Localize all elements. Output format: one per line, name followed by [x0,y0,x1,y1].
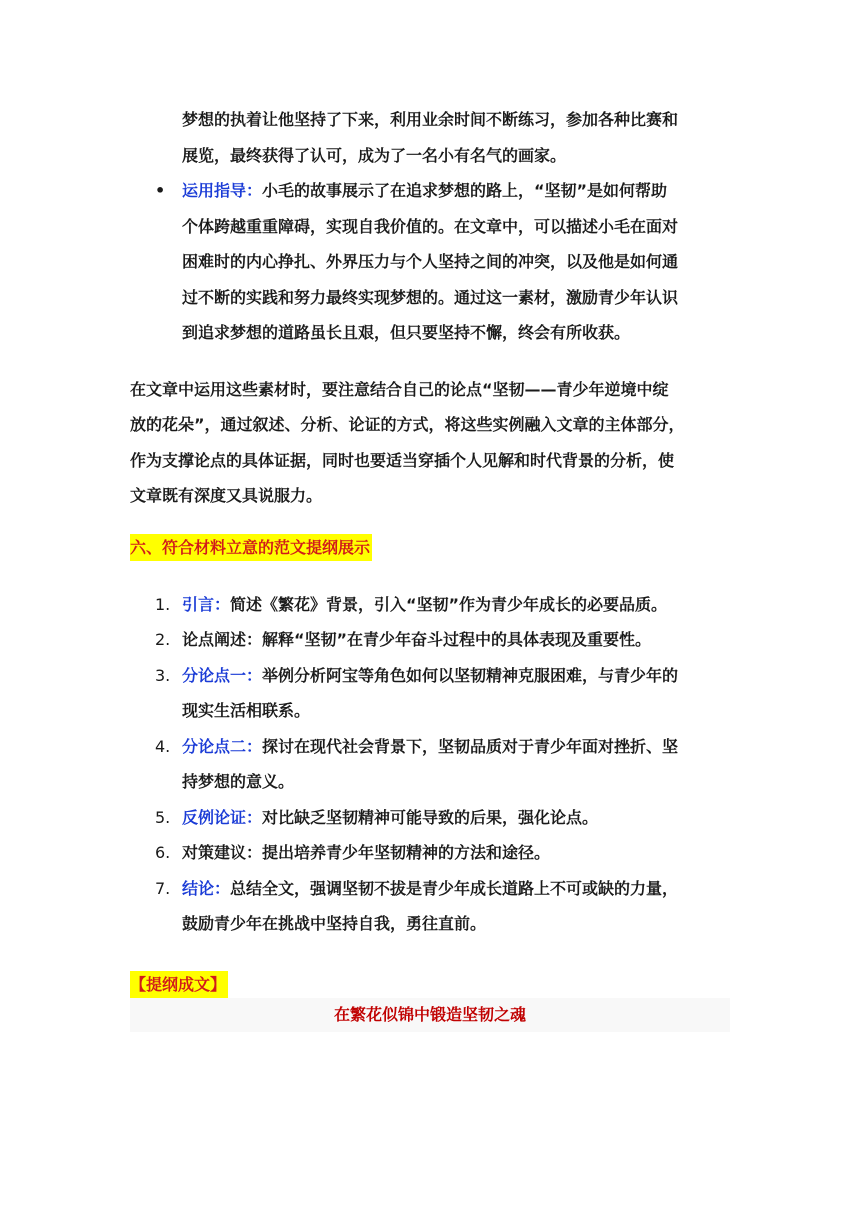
section-title: 六、符合材料立意的范文提纲展示 [130,534,372,561]
text-line: 小毛的故事展示了在追求梦想的路上，“坚韧”是如何帮助 [262,181,668,200]
outline-number: 4. [155,736,171,756]
guidance-line-1 [182,173,730,209]
text-line: 困难时的内心挣扎、外界压力与个人坚持之间的冲突，以及他是如何通 [182,252,679,271]
text-line: 现实生活相联系。 [182,701,311,720]
outline-number: 1. [155,594,171,614]
outline-item [155,835,730,871]
essay-tag: 【提纲成文】 [130,971,228,998]
outline-label: 反例论证： [182,807,263,827]
guidance-bullet [155,173,730,351]
text-line: 展览，最终获得了认可，成为了一名小有名气的画家。 [182,145,567,165]
text-line: 对比缺乏坚韧精神可能导致的后果，强化论点。 [262,807,599,827]
text-line: 鼓励青少年在挑战中坚持自我，勇往直前。 [182,914,487,933]
outline-number: 5. [155,807,171,827]
text-line: 梦想的执着让他坚持了下来，利用业余时间不断练习，参加各种比赛和 [182,110,679,129]
outline-label: 引言： [182,594,231,614]
bullet-dot-icon: • [155,181,166,200]
text-line: 放的花朵”，通过叙述、分析、论证的方式，将这些实例融入文章的主体部分， [130,415,685,434]
text-line: 到追求梦想的道路虽长且艰，但只要坚持不懈，终会有所收获。 [182,323,631,342]
outline-label: 论点阐述： [182,630,263,649]
text-line: 探讨在现代社会背景下，坚韧品质对于青少年面对挫折、坚 [262,736,679,756]
text-line: 举例分析阿宝等角色如何以坚韧精神克服困难，与青少年的 [262,665,679,685]
outline-number: 2. [155,630,171,649]
text-line: 解释“坚韧”在青少年奋斗过程中的具体表现及重要性。 [262,630,652,649]
outline-label: 结论： [182,878,231,898]
outline-item [155,800,730,836]
outline-label: 对策建议： [182,843,263,862]
outline-item [155,658,730,729]
outline-number: 3. [155,665,171,685]
outline-number: 6. [155,843,171,862]
outline-label: 分论点二： [182,736,263,756]
text-line: 总结全文，强调坚韧不拔是青少年成长道路上不可或缺的力量， [230,878,679,898]
usage-paragraph [130,372,730,514]
outline-item [155,622,730,658]
outline-item [155,871,730,942]
text-line: 作为支撑论点的具体证据，同时也要适当穿插个人见解和时代背景的分析，使 [130,450,675,470]
outline-number: 7. [155,878,171,898]
guidance-label: 运用指导： [182,181,263,200]
outline-item [155,587,730,623]
text-line: 个体跨越重重障碍，实现自我价值的。在文章中，可以描述小毛在面对 [182,216,679,236]
document-page [130,102,730,1032]
essay-title: 在繁花似锦中锻造坚韧之魂 [130,998,730,1032]
intro-continuation [182,102,730,173]
text-line: 在文章中运用这些素材时，要注意结合自己的论点“坚韧——青少年逆境中绽 [130,379,669,399]
text-line: 文章既有深度又具说服力。 [130,486,323,505]
text-line: 过不断的实践和努力最终实现梦想的。通过这一素材，激励青少年认识 [182,287,679,307]
outline-item [155,729,730,800]
outline-label: 分论点一： [182,665,263,685]
text-line: 持梦想的意义。 [182,772,295,791]
text-line: 提出培养青少年坚韧精神的方法和途径。 [262,843,551,862]
outline-list [130,587,730,942]
text-line: 简述《繁花》背景，引入“坚韧”作为青少年成长的必要品质。 [230,594,668,614]
